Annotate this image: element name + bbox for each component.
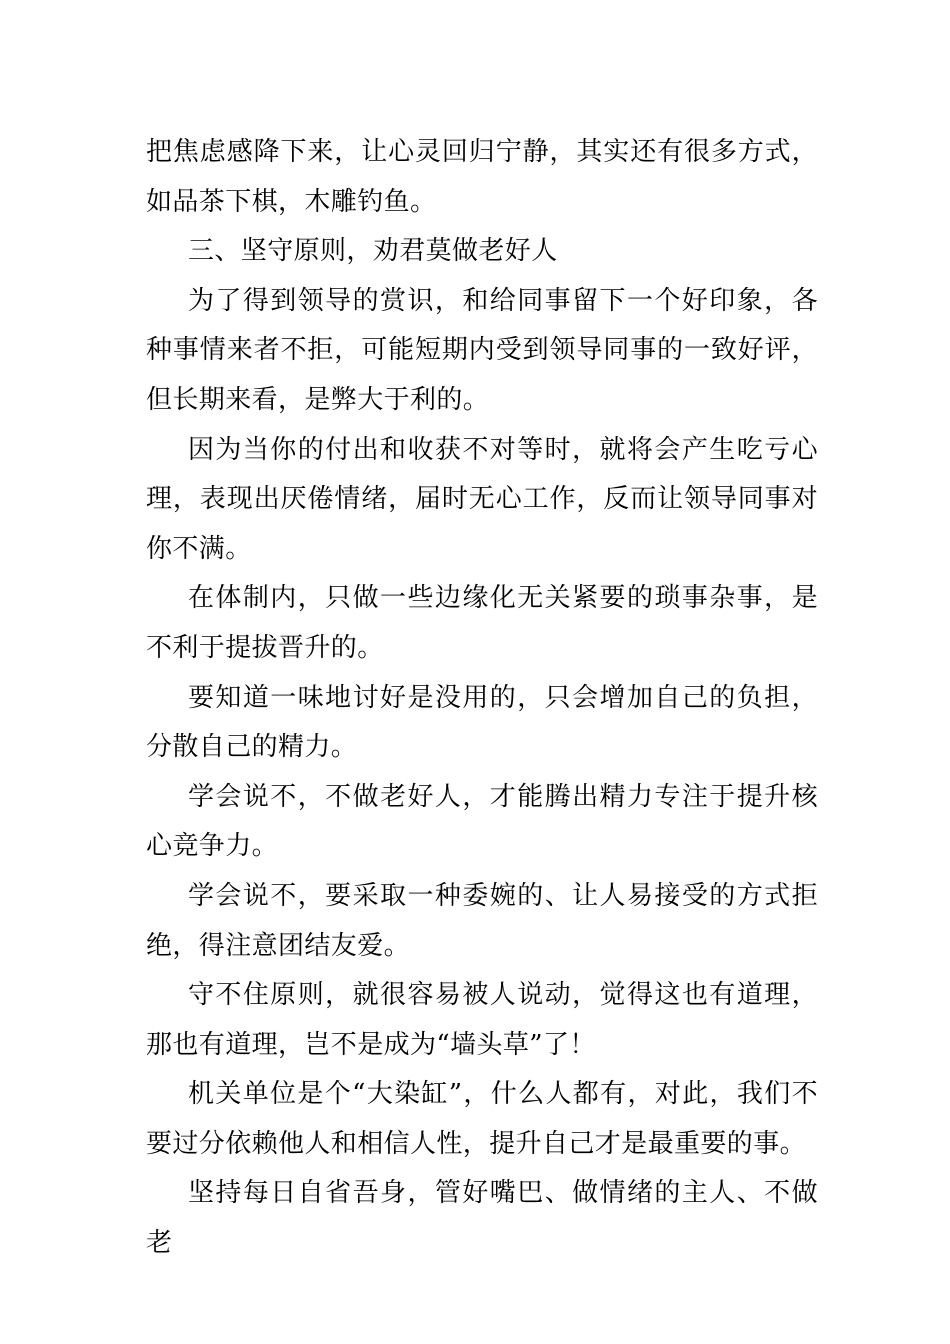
paragraph: 机关单位是个“大染缸”，什么人都有，对此，我们不要过分依赖他人和相信人性，提升自己才是最重要的事。 (146, 1079, 818, 1159)
paragraph: 为了得到领导的赏识，和给同事留下一个好印象，各种事情来者不拒，可能短期内受到领导同事的一致好评，但长期来看，是弊大于利的。 (146, 285, 818, 415)
paragraph: 守不住原则，就很容易被人说动，觉得这也有道理，那也有道理，岂不是成为“墙头草”了！ (146, 980, 818, 1060)
paragraph-continued: 把焦虑感降下来，让心灵回归宁静，其实还有很多方式，如品茶下棋，木雕钓鱼。 (146, 137, 818, 217)
paragraph: 学会说不，要采取一种委婉的、让人易接受的方式拒绝，得注意团结友爱。 (146, 880, 818, 961)
document-body (146, 128, 818, 1269)
paragraph: 要知道一味地讨好是没用的，只会增加自己的负担，分散自己的精力。 (146, 682, 818, 763)
paragraph-truncated: 坚持每日自省吾身，管好嘴巴、做情绪的主人、不做老 (146, 1178, 818, 1259)
paragraph: 因为当你的付出和收获不对等时，就将会产生吃亏心理，表现出厌倦情绪，届时无心工作，反而让领导同事对你不满。 (146, 434, 818, 564)
section-heading: 三、坚守原则，劝君莫做老好人 (188, 236, 558, 267)
paragraph: 学会说不，不做老好人，才能腾出精力专注于提升核心竞争力。 (146, 781, 818, 862)
paragraph: 在体制内，只做一些边缘化无关紧要的琐事杂事，是不利于提拔晋升的。 (146, 583, 818, 663)
